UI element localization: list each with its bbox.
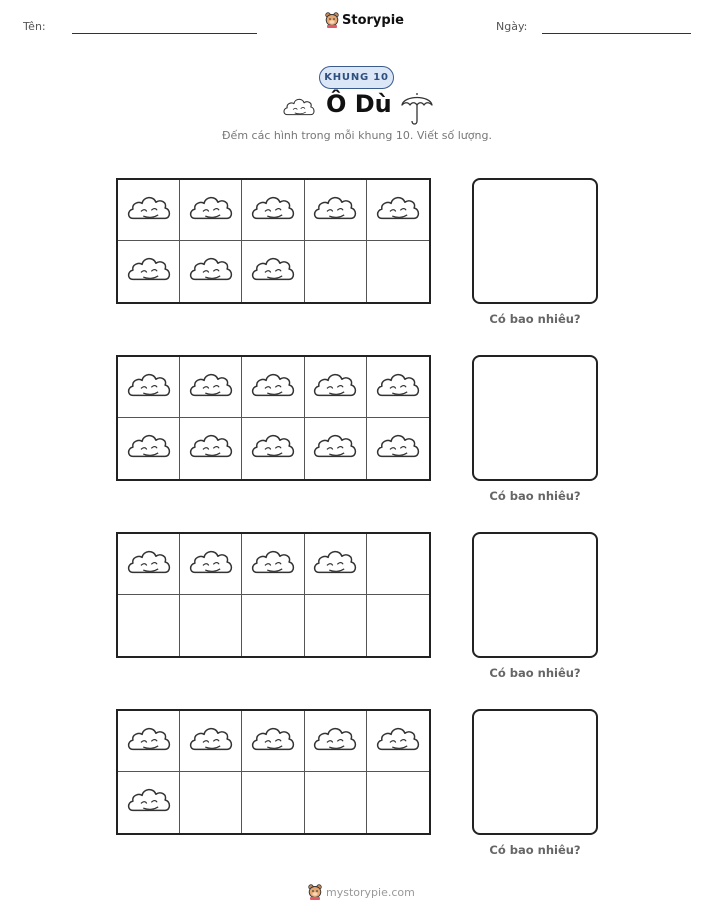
umbrella-icon (400, 90, 434, 126)
answer-box[interactable] (472, 532, 598, 658)
ten-frame-cell (305, 534, 367, 595)
answer-box[interactable] (472, 709, 598, 835)
footer-url: mystorypie.com (326, 885, 415, 899)
ten-frame-cell (305, 357, 367, 418)
cloud-icon (312, 431, 358, 466)
ten-frame-cell (180, 241, 242, 302)
answer-prompt: Có bao nhiêu? (489, 312, 581, 326)
cloud-icon (126, 193, 172, 228)
cloud-icon (126, 370, 172, 405)
instructions: Đếm các hình trong mỗi khung 10. Viết số lượng. (222, 129, 492, 142)
ten-frame-cell (180, 357, 242, 418)
ten-frame-cell (367, 418, 429, 479)
ten-frame-cell (118, 241, 180, 302)
ten-frame-cell (367, 711, 429, 772)
cloud-icon (126, 431, 172, 466)
ten-frame-cell (180, 711, 242, 772)
answer-prompt: Có bao nhiêu? (489, 843, 581, 857)
cloud-icon (375, 724, 421, 759)
ten-frame-cell (242, 711, 304, 772)
answer-box[interactable] (472, 178, 598, 304)
page-title: Ô Dù (326, 90, 392, 118)
ten-frame-cell (305, 595, 367, 656)
ten-frame-cell (305, 772, 367, 833)
bear-logo-icon (308, 884, 322, 900)
cloud-icon (282, 96, 316, 118)
cloud-icon (312, 370, 358, 405)
ten-frame (116, 355, 431, 481)
brand-logo (325, 12, 404, 28)
ten-frame-cell (180, 418, 242, 479)
cloud-icon (375, 431, 421, 466)
ten-frame-cell (367, 534, 429, 595)
title-row (0, 90, 714, 124)
cloud-icon (250, 724, 296, 759)
answer-prompt: Có bao nhiêu? (489, 489, 581, 503)
cloud-icon (188, 724, 234, 759)
frame-type-badge (319, 66, 394, 89)
cloud-icon (250, 193, 296, 228)
ten-frame-cell (305, 241, 367, 302)
ten-frame-cell (180, 595, 242, 656)
cloud-icon (375, 193, 421, 228)
date-label: Ngày: (496, 20, 528, 33)
ten-frame-cell (180, 534, 242, 595)
ten-frame-cell (305, 711, 367, 772)
brand-name: Storypie (342, 12, 404, 28)
cloud-icon (312, 547, 358, 582)
cloud-icon (188, 370, 234, 405)
date-field-line[interactable] (542, 33, 691, 34)
ten-frame-cell (242, 534, 304, 595)
ten-frame-cell (118, 772, 180, 833)
cloud-icon (126, 724, 172, 759)
cloud-icon (375, 370, 421, 405)
cloud-icon (250, 370, 296, 405)
badge-label: KHUNG 10 (324, 72, 389, 83)
cloud-icon (126, 254, 172, 289)
ten-frame-cell (367, 357, 429, 418)
ten-frame (116, 178, 431, 304)
ten-frame-cell (242, 357, 304, 418)
cloud-icon (126, 785, 172, 820)
ten-frame-cell (118, 357, 180, 418)
ten-frame-cell (180, 180, 242, 241)
bear-logo-icon (325, 12, 339, 28)
ten-frame-cell (118, 180, 180, 241)
ten-frame-cell (118, 418, 180, 479)
answer-prompt: Có bao nhiêu? (489, 666, 581, 680)
answer-box[interactable] (472, 355, 598, 481)
ten-frame-cell (367, 772, 429, 833)
name-label: Tên: (23, 20, 46, 33)
ten-frame-cell (118, 711, 180, 772)
ten-frame-cell (305, 418, 367, 479)
cloud-icon (188, 431, 234, 466)
cloud-icon (250, 431, 296, 466)
ten-frame-cell (242, 595, 304, 656)
cloud-icon (188, 254, 234, 289)
ten-frame-cell (367, 241, 429, 302)
cloud-icon (312, 724, 358, 759)
cloud-icon (312, 193, 358, 228)
ten-frame-cell (242, 241, 304, 302)
cloud-icon (188, 547, 234, 582)
name-field-line[interactable] (72, 33, 257, 34)
ten-frame-cell (118, 595, 180, 656)
ten-frame-cell (242, 772, 304, 833)
cloud-icon (126, 547, 172, 582)
ten-frame-cell (305, 180, 367, 241)
ten-frame-cell (180, 772, 242, 833)
ten-frame-cell (367, 595, 429, 656)
ten-frame (116, 709, 431, 835)
ten-frame (116, 532, 431, 658)
cloud-icon (250, 254, 296, 289)
ten-frame-cell (118, 534, 180, 595)
cloud-icon (250, 547, 296, 582)
cloud-icon (188, 193, 234, 228)
ten-frame-cell (367, 180, 429, 241)
footer (308, 884, 415, 900)
ten-frame-cell (242, 180, 304, 241)
ten-frame-cell (242, 418, 304, 479)
